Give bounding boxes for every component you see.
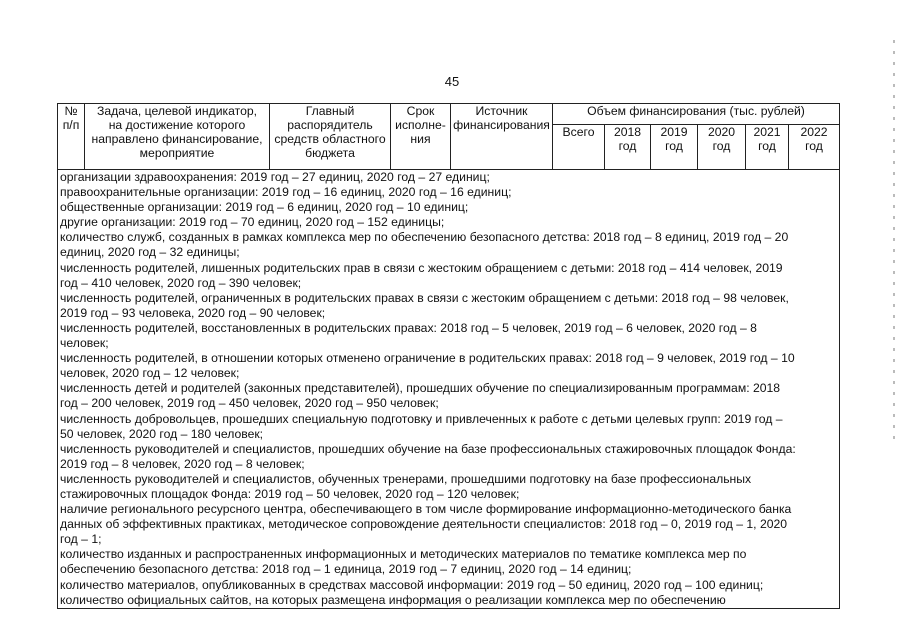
header-manager: Главный распорядитель средств областного бюджета: [270, 104, 391, 170]
text-line: год – 200 человек, 2019 год – 450 человек, 2020 год – 950 человек;: [60, 396, 439, 411]
header-funding-group: Объем финансирования (тыс. рублей): [553, 104, 840, 125]
page-number: 45: [444, 74, 460, 89]
text-line: количество изданных и распространенных информационных и методических материалов по тематике комплекса мер по: [60, 547, 747, 562]
text-line: обеспечению безопасного детства: 2018 год – 1 единица, 2019 год – 7 единиц, 2020 год – 14 единиц;: [60, 562, 632, 577]
header-year-2019: 2019 год: [651, 125, 698, 170]
text-line: год – 410 человек, 2020 год – 390 человек;: [60, 275, 302, 290]
table-body-row: [58, 170, 840, 609]
header-year-2022: 2022 год: [789, 125, 840, 170]
scan-edge-marks: [893, 40, 895, 440]
header-year-2020: 2020 год: [698, 125, 746, 170]
text-line: другие организации: 2019 год – 70 единиц, 2020 год – 152 единицы;: [60, 215, 445, 230]
text-line: численность добровольцев, прошедших специальную подготовку и привлеченных к работе с детьми целевых групп: 2019 год –: [60, 411, 783, 426]
text-line: количество материалов, опубликованных в средствах массовой информации: 2019 год – 50 единиц, 2020 год – 100 единиц;: [60, 577, 764, 592]
funding-table: [57, 103, 840, 609]
text-line: численность родителей, в отношении которых отменено ограничение в родительских правах: 2018 год – 9 человек, 2019 год – 10: [60, 351, 795, 366]
text-line: численность детей и родителей (законных представителей), прошедших обучение по специализированным программам: 2018: [60, 381, 781, 396]
text-line: количество служб, созданных в рамках комплекса мер по обеспечению безопасного детства: 2018 год – 8 единиц, 2019 год – 20: [60, 230, 789, 245]
header-total: Всего: [553, 125, 605, 170]
text-line: 50 человек, 2020 год – 180 человек;: [60, 426, 264, 441]
header-source: Источник финансирования: [451, 104, 553, 170]
text-line: правоохранительные организации: 2019 год – 16 единиц, 2020 год – 16 единиц;: [60, 185, 512, 200]
text-line: количество официальных сайтов, на которых размещена информация о реализации комплекса мер по обеспечению: [60, 592, 726, 607]
text-line: человек;: [60, 336, 109, 351]
text-line: численность руководителей и специалистов, обученных тренерами, прошедшими подготовку на базе профессиональных: [60, 471, 752, 486]
text-line: данных об эффективных практиках, методическое сопровождение деятельности специалистов: 2018 год – 0, 2019 год – 1, 2020: [60, 517, 788, 532]
text-line: 2019 год – 93 человека, 2020 год – 90 человек;: [60, 305, 326, 320]
header-year-2021: 2021 год: [746, 125, 789, 170]
text-line: наличие регионального ресурсного центра, обеспечивающего в том числе формирование информационно-методического банка: [60, 502, 792, 517]
text-line: общественные организации: 2019 год – 6 единиц, 2020 год – 10 единиц;: [60, 200, 469, 215]
header-year-2018: 2018 год: [605, 125, 651, 170]
text-line: стажировочных площадок Фонда: 2019 год – 50 человек, 2020 год – 120 человек;: [60, 486, 520, 501]
text-line: организации здравоохранения: 2019 год – 27 единиц, 2020 год – 27 единиц;: [60, 170, 490, 184]
indicators-text: [58, 170, 840, 609]
text-line: численность родителей, лишенных родительских прав в связи с жестоким обращением с детьми: 2018 год – 414 человек, 2019: [60, 260, 783, 275]
header-task: Задача, целевой индикатор, на достижение которого направлено финансирование, мероприятие: [85, 104, 270, 170]
table-header-row: [58, 104, 840, 125]
text-line: численность родителей, ограниченных в родительских правах в связи с жестоким обращением с детьми: 2018 год – 98 человек,: [60, 290, 789, 305]
text-line: численность руководителей и специалистов, прошедших обучение на базе профессиональных стажировочных площадок Фонда:: [60, 441, 796, 456]
text-line: единиц, 2020 год – 32 единицы;: [60, 245, 240, 260]
header-term: Срок исполне- ния: [391, 104, 451, 170]
text-line: 2019 год – 8 человек, 2020 год – 8 человек;: [60, 456, 305, 471]
text-line: человек, 2020 год – 12 человек;: [60, 366, 240, 381]
header-num: № п/п: [58, 104, 85, 170]
text-line: численность родителей, восстановленных в родительских правах: 2018 год – 5 человек, 2019 год – 6 человек, 2020 год – 8: [60, 320, 757, 335]
text-line: год – 1;: [60, 532, 102, 547]
